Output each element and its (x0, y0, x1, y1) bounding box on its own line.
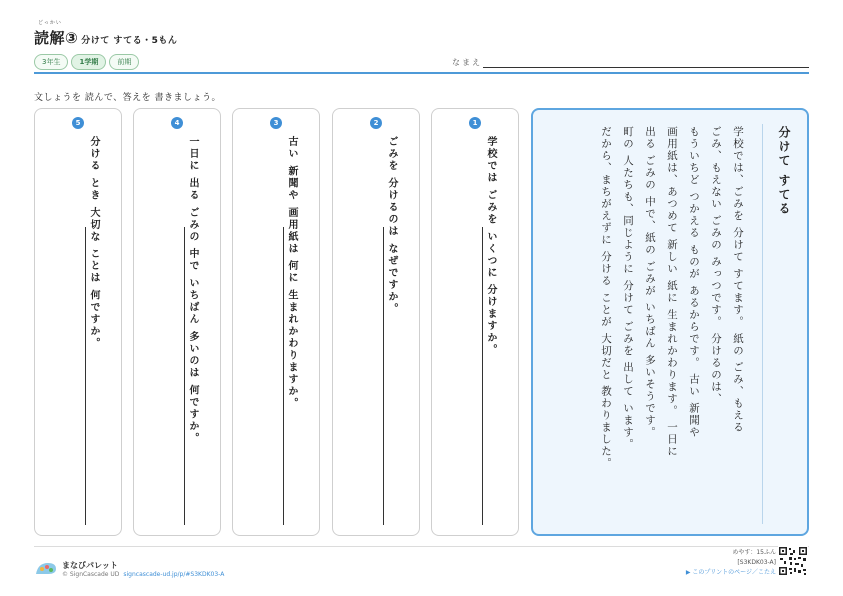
header-divider (34, 72, 809, 74)
question-card-1 (431, 108, 519, 536)
passage-line: 学校では、ごみを 分けて すてます。 紙の ごみ、もえる (732, 126, 744, 434)
question-number-2: 2 (370, 117, 382, 129)
instruction: 文しょうを 読んで、答えを 書きましょう。 (34, 93, 222, 103)
question-number-3: 3 (270, 117, 282, 129)
question-text-4: 一日に 出る ごみの 中で いちばん 多いのは 何ですか。 (187, 136, 198, 445)
time-estimate: めやす：15ふん (732, 549, 776, 556)
tag-period: 前期 (109, 54, 139, 70)
name-label: なまえ (452, 58, 482, 67)
footer-divider (34, 546, 809, 547)
passage-text (595, 126, 749, 526)
brand-name: まなびパレット (62, 561, 118, 570)
title-subtitle: 分けて すてる・5もん (81, 36, 178, 46)
site-link[interactable]: signcascade-ud.jp/p/#S3KDK03-A (123, 571, 225, 578)
question-number-1: 1 (469, 117, 481, 129)
question-card-4 (133, 108, 221, 536)
title-ruby: どっかい (38, 20, 62, 26)
answer-page-link[interactable]: ▶ このプリントのページ／こたえ (685, 569, 776, 576)
passage-line: 画用紙は、あつめて 新しい 紙に 生まれかわります。 一日に (666, 126, 678, 458)
passage-title: 分けて すてる (777, 126, 791, 217)
passage-line: ごみ、もえない ごみの みっつです。 分けるのは、 (710, 126, 722, 405)
passage-box (531, 108, 809, 536)
tag-list (34, 54, 139, 70)
name-field[interactable] (483, 67, 809, 68)
answer-line-3[interactable] (283, 227, 284, 525)
copyright (62, 571, 224, 578)
tag-grade: 3年生 (34, 54, 68, 70)
question-text-2: ごみを 分けるのは なぜですか。 (386, 136, 397, 315)
passage-line: 出る ごみの 中で、紙の ごみが いちばん 多いそうです。 (644, 126, 656, 439)
question-number-5: 5 (72, 117, 84, 129)
answer-line-2[interactable] (383, 227, 384, 525)
question-text-5: 分ける とき 大切な ことは 何ですか。 (88, 136, 99, 350)
answer-line-1[interactable] (482, 227, 483, 525)
question-card-2 (332, 108, 420, 536)
worksheet-code: [S3KDK03-A] (737, 559, 776, 566)
palette-logo-icon (34, 560, 58, 576)
copyright-text: © SignCascade UD (62, 571, 120, 578)
passage-line: もういちど つかえる ものが あるからです。 古い 新聞や (688, 126, 700, 439)
question-card-3 (232, 108, 320, 536)
qr-code-icon[interactable] (778, 546, 808, 576)
tag-term: 1学期 (71, 54, 106, 70)
title-main: 読解③ (34, 29, 79, 47)
answer-line-4[interactable] (184, 227, 185, 525)
passage-line: 町の 人たちも、同じように 分けて ごみを 出して います。 (622, 126, 634, 451)
page-title (34, 27, 177, 48)
answer-line-5[interactable] (85, 227, 86, 525)
question-text-1: 学校では ごみを いくつに 分けますか。 (485, 136, 496, 357)
question-text-3: 古い 新聞や 画用紙は 何に 生まれかわりますか。 (286, 136, 297, 410)
question-card-5 (34, 108, 122, 536)
passage-line: だから、まちがえずに 分ける ことが 大切だと 教わりました。 (600, 126, 612, 470)
passage-divider (762, 124, 763, 524)
worksheet-meta (686, 548, 776, 578)
question-number-4: 4 (171, 117, 183, 129)
